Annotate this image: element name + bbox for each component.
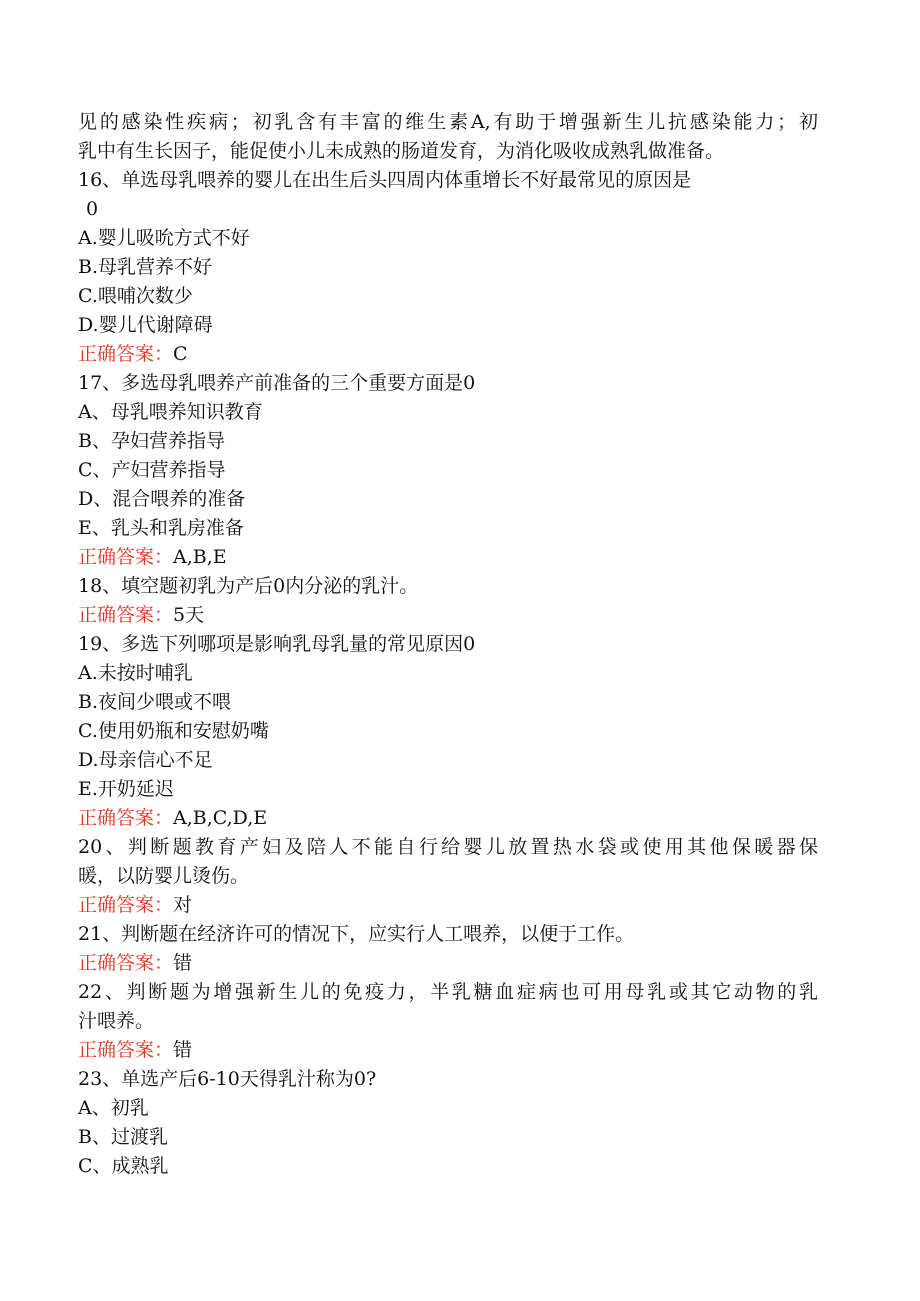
answer-value: 对 xyxy=(173,894,193,916)
question-17-option-c: C、产妇营养指导 xyxy=(78,459,226,481)
answer-value: A,B,C,D,E xyxy=(173,807,268,829)
answer-label: 正确答案： xyxy=(78,807,174,829)
question-20-stem: 暖，以防婴儿烫伤。 xyxy=(78,865,250,887)
question-19-answer xyxy=(78,804,818,833)
answer-label: 正确答案： xyxy=(78,546,174,568)
intro-line: 见的感染性疾病；初乳含有丰富的维生素A,有助于增强新生儿抗感染能力；初 xyxy=(78,111,818,133)
question-20-stem: 20、判断题教育产妇及陪人不能自行给婴儿放置热水袋或使用其他保暖器保 xyxy=(78,836,818,858)
answer-value: 5天 xyxy=(173,604,205,626)
question-17-option-a: A、母乳喂养知识教育 xyxy=(78,401,263,423)
question-16-answer xyxy=(78,340,818,369)
answer-value: A,B,E xyxy=(173,546,227,568)
question-18-answer xyxy=(78,601,818,630)
answer-label: 正确答案： xyxy=(78,604,174,626)
question-19-option-c: C.使用奶瓶和安慰奶嘴 xyxy=(78,720,269,742)
question-16-stem: 0 xyxy=(86,198,99,220)
question-16-stem: 16、单选母乳喂养的婴儿在出生后头四周内体重增长不好最常见的原因是 xyxy=(78,169,692,191)
question-19-stem: 19、多选下列哪项是影响乳母乳量的常见原因0 xyxy=(78,633,476,655)
question-16-option-b: B.母乳营养不好 xyxy=(78,256,213,278)
answer-value: 错 xyxy=(173,952,193,974)
question-17-option-e: E、乳头和乳房准备 xyxy=(78,517,244,539)
question-19-option-a: A.未按时哺乳 xyxy=(78,662,193,684)
answer-label: 正确答案： xyxy=(78,952,174,974)
question-23-option-c: C、成熟乳 xyxy=(78,1155,169,1177)
answer-label: 正确答案： xyxy=(78,894,174,916)
question-16-option-a: A.婴儿吸吮方式不好 xyxy=(78,227,250,249)
question-21-answer xyxy=(78,949,818,978)
question-17-answer xyxy=(78,543,818,572)
question-18-stem: 18、填空题初乳为产后0内分泌的乳汁。 xyxy=(78,575,419,597)
question-23-option-a: A、初乳 xyxy=(78,1097,149,1119)
document-page xyxy=(78,108,818,1181)
question-23-stem: 23、单选产后6-10天得乳汁称为0? xyxy=(78,1068,377,1090)
question-19-option-e: E.开奶延迟 xyxy=(78,778,174,800)
question-17-option-d: D、混合喂养的准备 xyxy=(78,488,246,510)
question-20-answer xyxy=(78,891,818,920)
question-23-option-b: B、过渡乳 xyxy=(78,1126,168,1148)
question-22-stem: 汁喂养。 xyxy=(78,1010,155,1032)
question-17-option-b: B、孕妇营养指导 xyxy=(78,430,225,452)
intro-line: 乳中有生长因子，能促使小儿未成熟的肠道发育，为消化吸收成熟乳做准备。 xyxy=(78,140,725,162)
answer-label: 正确答案： xyxy=(78,343,174,365)
question-22-answer xyxy=(78,1036,818,1065)
question-21-stem: 21、判断题在经济许可的情况下，应实行人工喂养，以便于工作。 xyxy=(78,923,635,945)
answer-label: 正确答案： xyxy=(78,1039,174,1061)
question-19-option-d: D.母亲信心不足 xyxy=(78,749,213,771)
question-16-option-d: D.婴儿代谢障碍 xyxy=(78,314,213,336)
question-17-stem: 17、多选母乳喂养产前准备的三个重要方面是0 xyxy=(78,372,476,394)
question-19-option-b: B.夜间少喂或不喂 xyxy=(78,691,232,713)
question-16-option-c: C.喂哺次数少 xyxy=(78,285,193,307)
question-22-stem: 22、判断题为增强新生儿的免疫力，半乳糖血症病也可用母乳或其它动物的乳 xyxy=(78,981,818,1003)
answer-value: C xyxy=(173,343,188,365)
answer-value: 错 xyxy=(173,1039,193,1061)
